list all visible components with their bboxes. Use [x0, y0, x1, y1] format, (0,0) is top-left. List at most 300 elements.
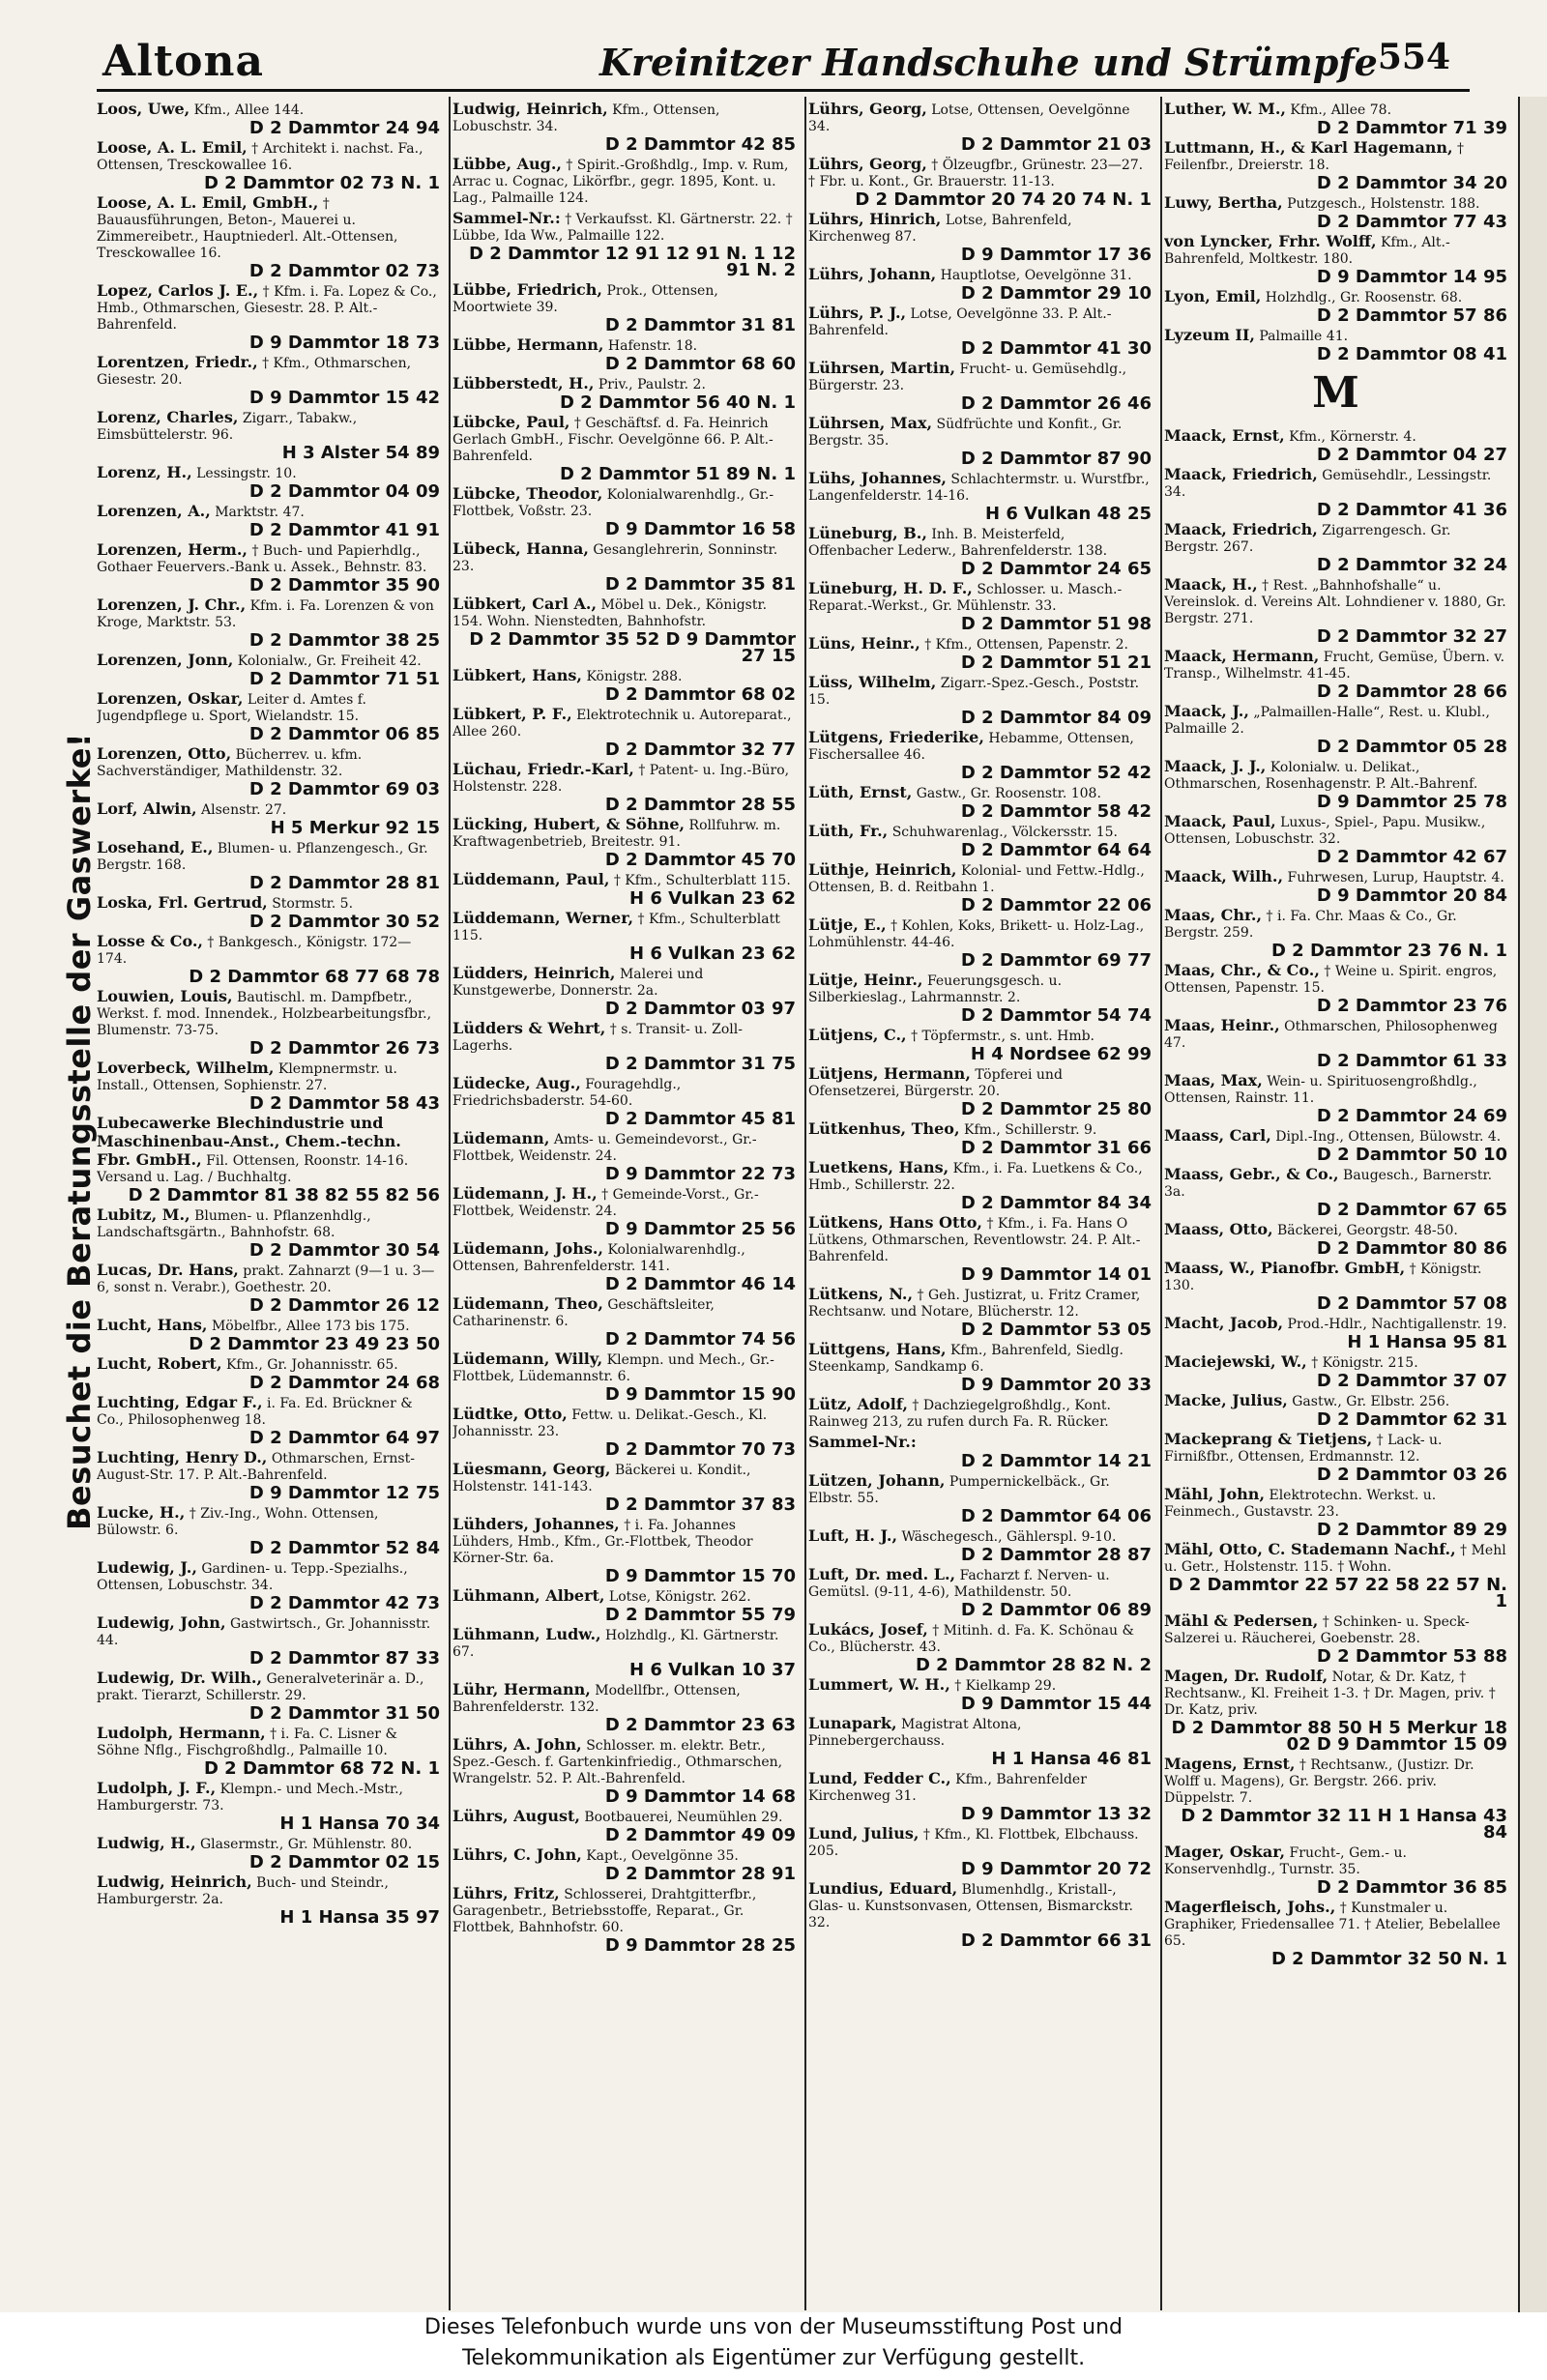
entry-name: Sammel-Nr.: — [452, 209, 561, 227]
entry-name: Loos, Uwe, — [97, 101, 190, 118]
entry-details: Baugesch., Barnerstr. 3a. — [1164, 1168, 1493, 1200]
entry-name: Lühmann, Albert, — [452, 1586, 605, 1605]
entry-phone: D 2 Dammtor 08 41 — [1316, 344, 1507, 364]
entry-phone: D 2 Dammtor 32 27 — [1316, 626, 1507, 647]
directory-entry — [1164, 139, 1507, 191]
entry-name: Lübkert, P. F., — [452, 705, 572, 723]
directory-entry — [1164, 1843, 1507, 1896]
entry-phone: D 9 Dammtor 28 25 — [604, 1935, 796, 1956]
entry-phone: D 2 Dammtor 41 36 — [1316, 500, 1507, 520]
entry-details: † Königstr. 130. — [1164, 1262, 1482, 1293]
entry-phone: D 9 Dammtor 12 75 — [248, 1483, 440, 1503]
entry-details: Kolonial- und Fettw.-Hdlg., Ottensen, B. d. Reitbahn 1. — [808, 863, 1145, 895]
entry-phone: D 9 Dammtor 25 56 — [604, 1219, 796, 1239]
entry-details: † Lack- u. Firnißfbr., Ottensen, Erdmannstr. 12. — [1164, 1433, 1443, 1465]
entry-details: Töpferei und Ofensetzerei, Bürgerstr. 20. — [808, 1067, 1063, 1099]
entry-details: Bootbauerei, Neumühlen 29. — [584, 1810, 783, 1825]
section-letter: M — [1312, 368, 1359, 418]
entry-details: Notar, & Dr. Katz, † Rechtsanw., Kl. Freiheit 1-3. † Dr. Magen, priv. † Dr. Katz, priv. — [1164, 1669, 1496, 1718]
entry-details: Frucht, Gemüse, Übern. v. Transp., Wilhelmstr. 41-45. — [1164, 650, 1505, 682]
entry-name: Lühs, Johannes, — [808, 469, 947, 487]
entry-details: Möbel u. Dek., Königstr. 154. Wohn. Nienstedten, Bahnhofstr. — [452, 597, 768, 629]
entry-name: Lüdemann, Theo, — [452, 1294, 603, 1313]
entry-details: Zigarr., Tabakw., Eimsbüttelerstr. 96. — [97, 411, 358, 443]
entry-phone: D 2 Dammtor 35 52 D 9 Dammtor 27 15 — [469, 629, 796, 666]
entry-details: Kolonialw. u. Delikat., Othmarschen, Rosenhagenstr. P. Alt.-Bahrenf. — [1164, 760, 1478, 792]
directory-entry — [97, 1355, 440, 1391]
directory-entry — [452, 101, 796, 153]
entry-phone: D 2 Dammtor 02 15 — [248, 1852, 440, 1872]
directory-entry — [808, 1396, 1152, 1431]
entry-phone: D 2 Dammtor 23 49 23 50 — [189, 1334, 440, 1354]
entry-phone: D 2 Dammtor 51 98 — [960, 614, 1152, 634]
footer-line-1: Dieses Telefonbuch wurde uns von der Museumsstiftung Post und — [423, 2315, 1124, 2339]
entry-phone: D 9 Dammtor 15 42 — [248, 388, 440, 408]
entry-name: Luft, Dr. med. L., — [808, 1565, 956, 1583]
entry-phone: D 2 Dammtor 04 27 — [1316, 445, 1507, 465]
directory-entry — [1164, 758, 1507, 810]
entry-name: Maass, W., Pianofbr. GmbH, — [1164, 1259, 1406, 1277]
entry-phone: D 2 Dammtor 35 81 — [604, 574, 796, 595]
entry-details: Zigarr.-Spez.-Gesch., Poststr. 15. — [808, 676, 1140, 708]
entry-name: Ludewig, Dr. Wilh., — [97, 1669, 263, 1687]
directory-entry — [97, 596, 440, 649]
entry-phone: D 9 Dammtor 22 73 — [604, 1164, 796, 1184]
entry-details: † Kfm., i. Fa. Hans O Lütkens, Othmarschen, Reventlowstr. 24. P. Alt.-Bahrenfeld. — [808, 1216, 1141, 1264]
entry-phone: D 2 Dammtor 84 09 — [960, 708, 1152, 728]
entry-phone: D 2 Dammtor 06 89 — [960, 1600, 1152, 1620]
entry-phone: H 6 Vulkan 10 37 — [629, 1660, 796, 1680]
entry-phone: D 2 Dammtor 24 94 — [248, 118, 440, 138]
directory-entry — [97, 1725, 440, 1777]
directory-entry — [808, 156, 1152, 208]
entry-phone: D 2 Dammtor 87 90 — [960, 449, 1152, 469]
entry-details: Königstr. 288. — [586, 669, 683, 684]
directory-column-4 — [1164, 101, 1507, 2319]
entry-phone: D 2 Dammtor 28 66 — [1316, 682, 1507, 702]
entry-details: Palmaille 41. — [1259, 329, 1349, 344]
entry-details: Gesanglehrerin, Sonninstr. 23. — [452, 542, 778, 574]
entry-details: Wein- u. Spirituosengroßhdlg., Ottensen, Rainstr. 11. — [1164, 1074, 1477, 1106]
entry-phone: D 2 Dammtor 12 91 12 91 N. 1 12 91 N. 2 — [469, 244, 796, 280]
entry-phone: H 1 Hansa 35 97 — [279, 1907, 440, 1928]
entry-details: Holzhdlg., Kl. Gärtnerstr. 67. — [452, 1628, 779, 1660]
directory-entry — [808, 1159, 1152, 1211]
entry-phone: H 6 Vulkan 23 62 — [629, 943, 796, 964]
directory-entry — [1164, 1668, 1507, 1753]
entry-details: † Ziv.-Ing., Wohn. Ottensen, Bülowstr. 6. — [97, 1506, 379, 1538]
directory-entry — [452, 871, 796, 907]
entry-details: Kfm., Ottensen, Lobuschstr. 34. — [452, 102, 720, 134]
directory-entry — [97, 800, 440, 836]
directory-entry — [1164, 868, 1507, 904]
entry-name: Lyon, Emil, — [1164, 287, 1262, 305]
directory-entry — [452, 210, 796, 278]
entry-details: Hebamme, Ottensen, Fischersallee 46. — [808, 731, 1134, 763]
directory-entry — [452, 1350, 796, 1403]
page-number: 554 — [1377, 37, 1450, 77]
entry-name: Ludolph, J. F., — [97, 1779, 217, 1797]
directory-entry — [808, 1527, 1152, 1563]
entry-details: † Kfm., Schulterblatt 115. — [613, 873, 791, 888]
directory-entry — [97, 1614, 440, 1667]
directory-entry — [1164, 1612, 1507, 1665]
directory-entry — [452, 1240, 796, 1292]
entry-phone: D 2 Dammtor 68 72 N. 1 — [203, 1758, 440, 1779]
entry-phone: D 2 Dammtor 74 56 — [604, 1329, 796, 1350]
entry-phone: D 2 Dammtor 66 31 — [960, 1930, 1152, 1951]
entry-name: Lübkert, Carl A., — [452, 595, 598, 613]
entry-details: † Kfm., Schulterblatt 115. — [452, 912, 780, 943]
entry-name: Lütjens, Hermann, — [808, 1064, 971, 1083]
entry-details: † Gemeinde-Vorst., Gr.-Flottbek, Weidenstr. 24. — [452, 1187, 759, 1219]
entry-details: Zigarrengesch. Gr. Bergstr. 267. — [1164, 523, 1451, 555]
directory-entry — [1164, 962, 1507, 1014]
directory-entry — [1164, 1756, 1507, 1841]
entry-details: Blumen- u. Pflanzenhdlg., Landschaftsgärtn., Bahnhofstr. 68. — [97, 1208, 371, 1240]
directory-entry — [808, 360, 1152, 412]
directory-entry — [97, 1262, 440, 1314]
entry-name: Lorenzen, Jonn, — [97, 651, 234, 669]
entry-phone: D 2 Dammtor 29 10 — [960, 283, 1152, 304]
entry-phone: D 2 Dammtor 46 14 — [604, 1274, 796, 1294]
directory-entry — [452, 375, 796, 411]
entry-name: Maack, H., — [1164, 575, 1258, 594]
entry-name: Loska, Frl. Gertrud, — [97, 893, 268, 912]
entry-phone: D 2 Dammtor 23 76 — [1316, 996, 1507, 1016]
entry-name: Lüns, Heinr., — [808, 634, 920, 653]
entry-details: Schlosserei, Drahtgitterfbr., Garagenbetr., Betriebsstoffe, Reparat., Gr. Flottbek, Bahnhofstr. 60. — [452, 1887, 757, 1935]
directory-entry — [808, 1825, 1152, 1877]
directory-entry — [97, 541, 440, 594]
header-rule — [97, 89, 1470, 92]
entry-name: Maack, Hermann, — [1164, 647, 1320, 665]
directory-entry — [452, 281, 796, 334]
directory-entry — [1164, 703, 1507, 755]
entry-phone: D 2 Dammtor 71 51 — [248, 669, 440, 689]
entry-phone: D 2 Dammtor 58 43 — [248, 1093, 440, 1114]
directory-entry — [97, 1206, 440, 1259]
entry-details: Putzgesch., Holstenstr. 188. — [1287, 196, 1480, 212]
entry-phone: D 2 Dammtor 30 54 — [248, 1240, 440, 1261]
directory-entry — [452, 1295, 796, 1348]
entry-details: Inh. B. Meisterfeld, Offenbacher Lederw., Bahrenfelderstr. 138. — [808, 527, 1108, 559]
entry-phone: D 2 Dammtor 22 57 22 58 22 57 N. 1 — [1168, 1575, 1507, 1611]
entry-details: „Palmaillen-Halle“, Rest. u. Klubl., Palmaille 2. — [1164, 705, 1490, 737]
directory-entry — [97, 1059, 440, 1112]
entry-name: Maack, J. J., — [1164, 757, 1267, 775]
directory-entry — [452, 1808, 796, 1843]
directory-entry — [97, 1780, 440, 1832]
directory-entry — [97, 139, 440, 191]
entry-phone: D 2 Dammtor 84 34 — [960, 1193, 1152, 1213]
directory-entry — [1164, 1315, 1507, 1350]
entry-details: Kfm., Allee 78. — [1290, 102, 1392, 118]
entry-details: Klempn.- und Mech.-Mstr., Hamburgerstr. 73. — [97, 1782, 404, 1814]
directory-entry — [808, 635, 1152, 671]
entry-name: Lüesmann, Georg, — [452, 1460, 611, 1478]
entry-name: Lüttgens, Hans, — [808, 1340, 947, 1358]
entry-phone: D 2 Dammtor 31 66 — [960, 1138, 1152, 1158]
entry-name: Lührs, Georg, — [808, 155, 927, 173]
entry-phone: D 2 Dammtor 28 82 N. 2 — [915, 1655, 1152, 1675]
entry-name: Magerfleisch, Johs., — [1164, 1898, 1336, 1916]
entry-phone: D 2 Dammtor 35 90 — [248, 575, 440, 595]
entry-details: † Verkaufsst. Kl. Gärtnerstr. 22. † Lübbe, Ida Ww., Palmaille 122. — [452, 212, 793, 244]
entry-details: Kfm., Alt.-Bahrenfeld, Moltkestr. 180. — [1164, 235, 1450, 267]
entry-details: Kfm., i. Fa. Luetkens & Co., Hmb., Schillerstr. 22. — [808, 1161, 1143, 1193]
directory-entry — [97, 101, 440, 136]
entry-details: Facharzt f. Nerven- u. Gemütsl. (9-11, 4-6), Mathildenstr. 50. — [808, 1568, 1110, 1600]
entry-phone: D 2 Dammtor 28 87 — [960, 1545, 1152, 1565]
entry-phone: D 2 Dammtor 03 26 — [1316, 1465, 1507, 1485]
entry-details: Stormstr. 5. — [272, 896, 354, 912]
entry-phone: D 2 Dammtor 34 20 — [1316, 173, 1507, 193]
entry-details: Kfm., Körnerstr. 4. — [1289, 429, 1416, 445]
directory-entry — [97, 282, 440, 351]
directory-entry — [808, 674, 1152, 726]
entry-details: Kfm., Schillerstr. 9. — [964, 1122, 1097, 1138]
entry-name: Lorenzen, Oskar, — [97, 689, 244, 708]
entry-details: Prok., Ottensen, Moortwiete 39. — [452, 283, 718, 315]
directory-entry — [808, 861, 1152, 914]
directory-entry — [452, 1681, 796, 1733]
entry-details: Pumpernickelbäck., Gr. Elbstr. 55. — [808, 1474, 1110, 1506]
directory-entry — [808, 101, 1152, 153]
entry-phone: D 2 Dammtor 53 05 — [960, 1320, 1152, 1340]
directory-entry — [97, 503, 440, 538]
entry-name: Luther, W. M., — [1164, 101, 1286, 118]
entry-details: Feuerungsgesch. u. Silberkieslag., Lahrmannstr. 2. — [808, 973, 1063, 1005]
entry-name: Maack, Paul, — [1164, 812, 1276, 830]
entry-phone: D 2 Dammtor 52 42 — [960, 763, 1152, 783]
directory-entry — [808, 823, 1152, 858]
entry-details: Generalveterinär a. D., prakt. Tierarzt, Schillerstr. 29. — [97, 1671, 424, 1703]
directory-entry — [97, 1669, 440, 1722]
entry-name: Lücking, Hubert, & Söhne, — [452, 815, 686, 833]
entry-details: † Rechtsanw., (Justizr. Dr. Wolff u. Magens), Gr. Bergstr. 266. priv. Düppelstr. 7. — [1164, 1757, 1474, 1806]
entry-name: Lubitz, M., — [97, 1205, 190, 1224]
entry-phone: D 9 Dammtor 14 95 — [1316, 267, 1507, 287]
directory-entry — [97, 652, 440, 687]
entry-details: Frucht-, Gem.- u. Konservenhdlg., Turnstr. 35. — [1164, 1845, 1407, 1877]
side-advert-text: Besuchet die Beratungsstelle der Gaswerke! — [61, 732, 98, 1530]
entry-phone: D 9 Dammtor 25 78 — [1316, 792, 1507, 812]
footer-line-2: Telekommunikation als Eigentümer zur Verfügung gestellt. — [461, 2346, 1086, 2370]
directory-entry — [1164, 907, 1507, 959]
directory-entry — [97, 1504, 440, 1556]
directory-entry — [97, 409, 440, 461]
directory-entry — [97, 1873, 440, 1926]
entry-name: Lucht, Hans, — [97, 1316, 208, 1334]
entry-details: Lotse, Bahrenfeld, Kirchenweg 87. — [808, 213, 1072, 245]
directory-entry — [1164, 648, 1507, 700]
directory-entry — [97, 894, 440, 930]
entry-phone: D 2 Dammtor 24 65 — [960, 559, 1152, 579]
entry-details: † Töpfermstr., s. unt. Hmb. — [911, 1029, 1095, 1044]
entry-name: Lübbe, Friedrich, — [452, 280, 602, 299]
entry-name: Maass, Gebr., & Co., — [1164, 1165, 1339, 1183]
entry-phone: D 2 Dammtor 28 55 — [604, 795, 796, 815]
directory-entry — [97, 1394, 440, 1446]
entry-phone: D 2 Dammtor 03 97 — [604, 999, 796, 1019]
entry-details: Marktstr. 47. — [215, 505, 305, 520]
entry-details: Leiter d. Amtes f. Jugendpflege u. Sport, Wielandstr. 15. — [97, 692, 366, 724]
entry-name: Lüneburg, B., — [808, 524, 927, 542]
entry-name: Maack, J., — [1164, 702, 1249, 720]
entry-phone: D 2 Dammtor 02 73 N. 1 — [203, 173, 440, 193]
directory-entry — [452, 816, 796, 868]
directory-entry — [808, 1566, 1152, 1618]
entry-name: von Lyncker, Frhr. Wolff, — [1164, 232, 1377, 250]
entry-details: Buch- und Steindr., Hamburgerstr. 2a. — [97, 1875, 389, 1907]
entry-name: Lübeck, Hanna, — [452, 539, 589, 558]
entry-phone: D 2 Dammtor 32 50 N. 1 — [1270, 1949, 1507, 1969]
entry-name: Lütkens, Hans Otto, — [808, 1213, 982, 1232]
entry-phone: D 9 Dammtor 15 90 — [604, 1384, 796, 1405]
directory-columns — [97, 101, 1518, 2319]
entry-phone: H 1 Hansa 46 81 — [991, 1749, 1152, 1769]
directory-entry — [808, 1286, 1152, 1338]
directory-entry — [808, 525, 1152, 577]
entry-details: † i. Fa. C. Lisner & Söhne Nflg., Fischgroßhdlg., Palmaille 10. — [97, 1727, 397, 1758]
entry-details: Gardinen- u. Tepp.-Spezialhs., Ottensen, Lobuschstr. 34. — [97, 1561, 408, 1593]
entry-phone: D 2 Dammtor 32 11 H 1 Hansa 43 84 — [1181, 1806, 1507, 1843]
entry-name: Lüdemann, — [452, 1129, 550, 1147]
directory-entry — [1164, 327, 1507, 363]
directory-entry — [1164, 521, 1507, 573]
entry-details: † Geschäftsf. d. Fa. Heinrich Gerlach GmbH., Fischr. Oevelgönne 66. P. Alt.-Bahrenfeld. — [452, 416, 774, 464]
directory-entry — [808, 415, 1152, 467]
entry-phone: D 2 Dammtor 80 86 — [1316, 1238, 1507, 1259]
entry-phone: D 2 Dammtor 62 31 — [1316, 1409, 1507, 1430]
entry-phone: D 9 Dammtor 14 01 — [960, 1264, 1152, 1285]
entry-details: † Rest. „Bahnhofshalle“ u. Vereinslok. d. Vereins Alt. Lohndiener v. 1880, Gr. Bergstr. 271. — [1164, 578, 1506, 626]
directory-entry — [452, 1587, 796, 1623]
entry-name: Lübbe, Aug., — [452, 155, 562, 173]
directory-entry — [452, 336, 796, 372]
entry-phone: D 2 Dammtor 51 21 — [960, 653, 1152, 673]
entry-phone: D 2 Dammtor 30 52 — [248, 912, 440, 932]
entry-phone: D 9 Dammtor 17 36 — [960, 245, 1152, 265]
directory-entry — [452, 485, 796, 537]
entry-name: Lorenz, Charles, — [97, 408, 239, 426]
entry-details: prakt. Zahnarzt (9—1 u. 3—6, sonst n. Verabr.), Goethestr. 20. — [97, 1263, 435, 1295]
entry-name: Magens, Ernst, — [1164, 1755, 1296, 1773]
entry-details: Schlosser. m. elektr. Betr., Spez.-Gesch. f. Gartenkinfriedig., Othmarschen, Wrangelstr. 52. P. Alt.-Bahrenfeld. — [452, 1738, 783, 1786]
entry-name: Ludewig, J., — [97, 1558, 197, 1577]
directory-entry — [452, 910, 796, 962]
entry-details: Klempnermstr. u. Install., Ottensen, Sophienstr. 27. — [97, 1061, 397, 1093]
directory-entry — [808, 1065, 1152, 1117]
entry-phone: D 2 Dammtor 05 28 — [1316, 737, 1507, 757]
entry-details: Kfm. i. Fa. Lorenzen & von Kroge, Marktstr. 53. — [97, 598, 434, 630]
entry-name: Mähl, Otto, C. Stademann Nachf., — [1164, 1540, 1456, 1558]
entry-phone: D 2 Dammtor 20 74 20 74 N. 1 — [855, 189, 1152, 210]
entry-name: Lütkenhus, Theo, — [808, 1119, 960, 1138]
entry-name: Mähl, John, — [1164, 1485, 1266, 1503]
entry-name: Lorenzen, J. Chr., — [97, 595, 247, 614]
entry-phone: D 2 Dammtor 56 40 N. 1 — [559, 392, 796, 413]
entry-name: Losse & Co., — [97, 932, 203, 950]
directory-entry — [452, 1406, 796, 1458]
entry-name: Macke, Julius, — [1164, 1391, 1288, 1409]
directory-entry — [1164, 813, 1507, 865]
directory-entry — [452, 1885, 796, 1954]
directory-entry — [808, 1676, 1152, 1712]
entry-details: † Kfm., Othmarschen, Giesestr. 20. — [97, 356, 412, 388]
entry-phone: D 2 Dammtor 50 10 — [1316, 1145, 1507, 1165]
entry-name: Lorf, Alwin, — [97, 799, 197, 818]
directory-column-2 — [452, 101, 796, 2319]
entry-details: Lotse, Königstr. 262. — [608, 1589, 751, 1605]
entry-details: Schuhwarenlag., Völckersstr. 15. — [891, 825, 1118, 840]
entry-name: Luchting, Edgar F., — [97, 1393, 263, 1411]
directory-entry — [97, 745, 440, 798]
directory-entry — [97, 1317, 440, 1352]
directory-entry — [97, 1115, 440, 1204]
entry-name: Luwy, Bertha, — [1164, 193, 1283, 212]
directory-entry — [97, 988, 440, 1057]
entry-details: Bautischl. m. Dampfbetr., Werkst. f. mod. Innendek., Holzbearbeitungsfbr., Blumenstr. 73-75. — [97, 990, 432, 1038]
entry-details: Modellfbr., Ottensen, Bahrenfelderstr. 132. — [452, 1683, 741, 1715]
entry-phone: D 2 Dammtor 28 81 — [248, 873, 440, 893]
entry-name: Maas, Chr., — [1164, 906, 1263, 924]
directory-entry — [808, 1341, 1152, 1393]
entry-details: Holzhdlg., Gr. Roosenstr. 68. — [1265, 290, 1463, 305]
entry-name: Maack, Wilh., — [1164, 867, 1284, 885]
next-page-edge — [1518, 97, 1547, 2320]
entry-phone: D 9 Dammtor 18 73 — [248, 333, 440, 353]
entry-phone: D 2 Dammtor 04 09 — [248, 481, 440, 502]
entry-name: Lühr, Hermann, — [452, 1680, 591, 1698]
column-divider — [449, 97, 451, 2310]
directory-entry — [1164, 1127, 1507, 1163]
entry-details: † Geh. Justizrat, u. Fritz Cramer, Rechtsanw. und Notare, Blücherstr. 12. — [808, 1288, 1141, 1320]
entry-name: Lorenzen, A., — [97, 502, 211, 520]
directory-entry — [452, 965, 796, 1017]
entry-details: Malerei und Kunstgewerbe, Donnerstr. 2a. — [452, 967, 704, 999]
entry-phone: D 2 Dammtor 87 33 — [248, 1648, 440, 1669]
entry-details: Lotse, Oevelgönne 33. P. Alt.-Bahrenfeld. — [808, 306, 1112, 338]
entry-phone: D 2 Dammtor 68 77 68 78 — [189, 967, 440, 987]
entry-details: Hauptlotse, Oevelgönne 31. — [940, 268, 1132, 283]
directory-entry — [97, 839, 440, 891]
entry-phone: D 2 Dammtor 32 77 — [604, 740, 796, 760]
entry-phone: D 2 Dammtor 69 77 — [960, 950, 1152, 971]
directory-entry — [1164, 1166, 1507, 1218]
entry-phone: D 2 Dammtor 23 63 — [604, 1715, 796, 1735]
directory-entry — [1164, 1072, 1507, 1124]
entry-details: Gastw., Gr. Roosenstr. 108. — [916, 786, 1101, 801]
entry-name: Maack, Friedrich, — [1164, 465, 1318, 483]
entry-details: † Mehl u. Getr., Holstenstr. 115. † Wohn. — [1164, 1543, 1506, 1575]
entry-details: † Königstr. 215. — [1311, 1355, 1418, 1371]
entry-details: Bäckerei, Georgstr. 48-50. — [1277, 1223, 1458, 1238]
directory-entry — [97, 354, 440, 406]
entry-name: Lüdemann, Johs., — [452, 1239, 603, 1258]
entry-name: Luttmann, H., & Karl Hagemann, — [1164, 138, 1453, 157]
entry-phone: D 2 Dammtor 69 03 — [248, 779, 440, 799]
directory-entry — [452, 761, 796, 813]
entry-name: Lüthje, Heinrich, — [808, 860, 957, 879]
entry-details: Hafenstr. 18. — [607, 338, 698, 354]
entry-name: Ludwig, H., — [97, 1834, 196, 1852]
entry-details: i. Fa. Ed. Brückner & Co., Philosophenweg 18. — [97, 1396, 413, 1428]
entry-phone: D 2 Dammtor 81 38 82 55 82 56 — [128, 1185, 440, 1205]
entry-phone: H 1 Hansa 95 81 — [1347, 1332, 1507, 1352]
entry-phone: D 2 Dammtor 36 85 — [1316, 1877, 1507, 1898]
